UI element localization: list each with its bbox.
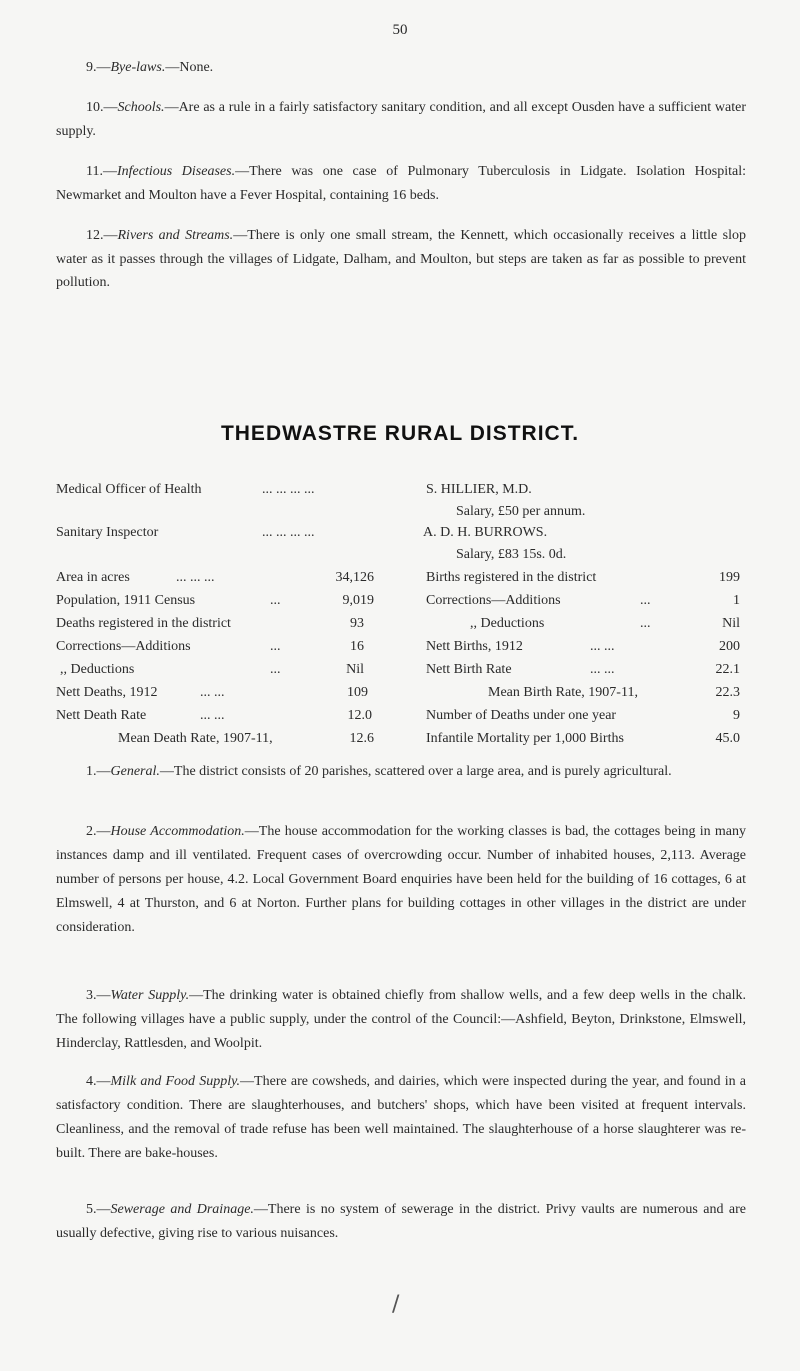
stray-mark: / (392, 1292, 400, 1317)
paragraph-sewerage-drainage: 5.—Sewerage and Drainage.—There is no system of sewerage in the district. Privy vaults are numerous and are usually defective, giving rise to various nuisances. (56, 1202, 746, 1241)
paragraph-bye-laws: 9.—Bye-laws.—None. (86, 60, 214, 75)
paragraph-house-accommodation: 2.—House Accommodation.—The house accommodation for the working classes is bad, the cottages being in many instances damp and ill ventilated. Frequent cases of overcrowding occur. Number of inhabited houses, 2,113. Average number of persons per house, 4.2. Local Government Board enquiries have been held for the building of 16 cottages, 6 at Elmswell, 4 at Thurston, and 6 at Norton. Further plans for building cottages in other villages in the district are under consideration. (56, 824, 747, 935)
document-page: 50 9.—Bye-laws.—None. 10.—Schools.—Are as a rule in a fairly satisfactory sanitary condition, and all except Ousden have a sufficient water supply. 11.—Infectious Diseases.—There was one case of Pulmonary Tuberculosis in Lidgate. Isolation Hospital: Newmarket and Moulton have a Fever Hospital, containing 16 beds. 12.—Rivers and Streams.—There is only one small stream, the Kennett, which occasionally receives a little slop water as it passes through the villages of Lidgate, Dalham, and Moulton, but steps are taken as far as possible to prevent pollution. THEDWASTRE RURAL DISTRICT. Medical Officer of Health ... ... ... ... S. HILLIER, M.D. Salary, £50 per annum. Sanitary Inspector ... ... ... ... A. D. H. BURROWS. Salary, £83 15s. 0d. Area in acres ... ... ... 34,126 Population, 1911 Census ... 9,019 Deaths registered in the district 93 Corrections—Additions ... 16 ,, Deductions ... Nil Nett Deaths, 1912 ... ... 109 Nett Death Rate ... ... 12.0 Mean Death Rate, 1907-11, 12.6 Births registered in the district 199 Corrections—Additions ... 1 ,, Deductions ... Nil Nett Births, 1912 ... ... 200 Nett Birth Rate ... ... 22.1 Mean Birth Rate, 1907-11, 22.3 Number of Deaths under one year 9 Infantile Mortality per 1,000 Births 45.0 1.—General.—The district consists of 20 parishes, scattered over a large area, and is purely agricultural. 2.—House Accommodation.—The house accommodation for the working classes is bad, the cottages being in many instances damp and ill ventilated. Frequent cases of overcrowding occur. Number of inhabited houses, 2,113. Average number of persons per house, 4.2. Local Government Board enquiries have been held for the building of 16 cottages, 6 at Elmswell, 4 at Thurston, and 6 at Norton. Further plans for building cottages in other villages in the district are under consideration. 3.—Water Supply.—The drinking water is obtained chiefly from shallow wells, and a few deep wells in the chalk. The following villages have a public supply, under the control of the Council:—Ashfield, Beyton, Drinkstone, Elmswell, Hinderclay, Rattlesden, and Woolpit. 4.—Milk and Food Supply.—There are cowsheds, and dairies, which were inspected during the year, and found in a satisfactory condition. There are slaughterhouses, and butchers' shops, which have been visited at frequent intervals. Cleanliness, and the removal of trade refuse has been well maintained. The slaughterhouse of a horse slaughterer was re-built. There are bake-houses. 5.—Sewerage and Drainage.—There is no system of sewerage in the district. Privy vaults are numerous and are usually defective, giving rise to various nuisances. / (0, 0, 800, 1371)
paragraph-water-supply: 3.—Water Supply.—The drinking water is obtained chiefly from shallow wells, and a few deep wells in the chalk. The following villages have a public supply, under the control of the Council:—Ashfield, Beyton, Drinkstone, Elmswell, Hinderclay, Rattlesden, and Woolpit. (56, 988, 747, 1051)
paragraph-milk-food-supply: 4.—Milk and Food Supply.—There are cowsheds, and dairies, which were inspected during the year, and found in a satisfactory condition. There are slaughterhouses, and butchers' shops, which have been visited at frequent intervals. Cleanliness, and the removal of trade refuse has been well maintained. The slaughterhouse of a horse slaughterer was re-built. There are bake-houses. (56, 1074, 746, 1161)
paragraph-general: 1.—General.—The district consists of 20 parishes, scattered over a large area, and is purely agricultural. (86, 764, 672, 779)
paragraph-infectious-diseases: 11.—Infectious Diseases.—There was one case of Pulmonary Tuberculosis in Lidgate. Isolation Hospital: Newmarket and Moulton have a Fever Hospital, containing 16 beds. (56, 164, 746, 203)
paragraph-schools: 10.—Schools.—Are as a rule in a fairly satisfactory sanitary condition, and all except Ousden have a sufficient water supply. (56, 100, 746, 139)
page-number: 50 (392, 22, 408, 38)
paragraph-rivers-streams: 12.—Rivers and Streams.—There is only one small stream, the Kennett, which occasionally receives a little slop water as it passes through the villages of Lidgate, Dalham, and Moulton, but steps are taken as far as possible to prevent pollution. (56, 228, 746, 290)
district-heading: THEDWASTRE RURAL DISTRICT. (220, 422, 580, 445)
